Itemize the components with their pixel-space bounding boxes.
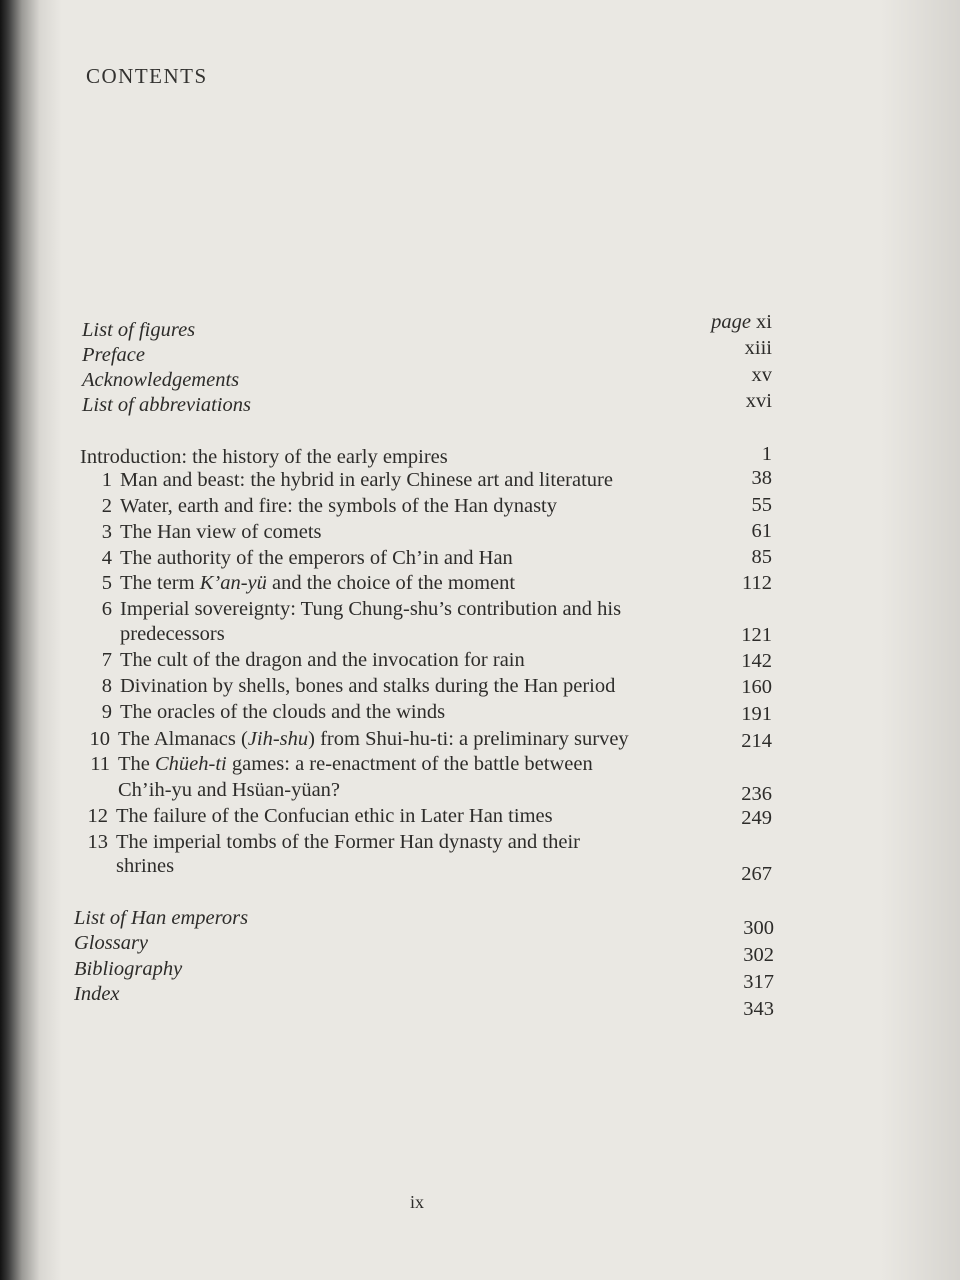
toc-entry-list-of-figures [82, 318, 195, 343]
toc-entry-title: List of Han emperors [74, 907, 249, 929]
toc-page-chapter-6: 121 [741, 624, 772, 646]
toc-page-bibliography: 317 [743, 971, 774, 993]
toc-entry-preface [82, 343, 145, 368]
chapter-title [118, 752, 593, 777]
toc-page-list-of-abbreviations: xvi [745, 390, 772, 412]
toc-page-chapter-7: 142 [741, 650, 772, 672]
chapter-title-continued: predecessors [120, 623, 225, 645]
chapter-title: The imperial tombs of the Former Han dynasty and their [116, 831, 580, 853]
title-italic-term: Jih-shu [247, 728, 309, 750]
toc-entry-acknowledgements [82, 368, 239, 393]
chapter-title: Imperial sovereignty: Tung Chung-shu’s contribution and his [120, 598, 622, 620]
chapter-title: The failure of the Confucian ethic in Later Han times [116, 805, 553, 827]
chapter-number: 2 [101, 495, 112, 517]
title-italic-term: K’an-yü [199, 572, 267, 594]
toc-entry-title: Acknowledgements [82, 369, 240, 391]
chapter-number: 13 [87, 831, 108, 853]
page-number-footer: ix [410, 1192, 425, 1212]
title-italic-term: Chüeh-ti [155, 753, 227, 775]
toc-page-preface: xiii [744, 337, 772, 359]
toc-page-chapter-11: 236 [741, 783, 772, 805]
chapter-title-continued: shrines [116, 855, 175, 877]
chapter-number: 3 [101, 521, 112, 543]
chapter-title [118, 727, 629, 752]
chapter-title: The authority of the emperors of Ch’in and Han [120, 547, 513, 569]
chapter-title: Water, earth and fire: the symbols of the Han dynasty [120, 495, 558, 517]
toc-entry-title: Introduction: the history of the early empires [80, 446, 448, 468]
toc-entry-title: List of figures [82, 319, 196, 341]
chapter-number: 6 [101, 598, 112, 620]
toc-entry-introduction [80, 445, 448, 470]
chapter-title: The oracles of the clouds and the winds [120, 701, 446, 723]
toc-page-chapter-5: 112 [742, 572, 772, 594]
page-title: CONTENTS [86, 64, 208, 88]
toc-page-list-of-figures [711, 310, 772, 335]
toc-page-chapter-3: 61 [751, 520, 772, 542]
toc-entry-index [74, 982, 120, 1007]
chapter-title: Man and beast: the hybrid in early Chinese art and literature [120, 469, 613, 491]
toc-page-chapter-1: 38 [751, 467, 772, 489]
toc-page-index: 343 [743, 998, 774, 1020]
toc-page-acknowledgements: xv [751, 364, 772, 386]
chapter-title [120, 571, 515, 596]
page-prefix-label: page [711, 311, 751, 333]
toc-page-chapter-2: 55 [751, 494, 772, 516]
chapter-number: 8 [101, 675, 112, 697]
toc-entry-title: Preface [82, 344, 145, 366]
chapter-number: 10 [89, 728, 110, 750]
toc-page-list-of-han-emperors: 300 [743, 917, 774, 939]
toc-page-chapter-10: 214 [741, 730, 772, 752]
title-text: The term [120, 572, 200, 594]
toc-page-introduction: 1 [761, 443, 772, 465]
chapter-number: 12 [87, 805, 108, 827]
title-text: and the choice of the moment [266, 572, 516, 594]
chapter-number: 11 [90, 753, 110, 775]
chapter-number: 5 [101, 572, 112, 594]
chapter-title: The cult of the dragon and the invocation for rain [120, 649, 525, 671]
toc-page-chapter-8: 160 [741, 676, 772, 698]
toc-entry-title: Glossary [74, 932, 149, 954]
toc-entry-bibliography [74, 957, 182, 982]
chapter-number: 7 [101, 649, 112, 671]
toc-page-glossary: 302 [743, 944, 774, 966]
toc-page-chapter-13: 267 [741, 863, 772, 885]
chapter-title: Divination by shells, bones and stalks during the Han period [120, 675, 616, 697]
chapter-title-continued: Ch’ih-yu and Hsüan-yüan? [118, 779, 341, 801]
page-number: xi [756, 311, 772, 333]
toc-entry-list-of-abbreviations [82, 393, 251, 418]
toc-page-chapter-9: 191 [741, 703, 772, 725]
title-text: ) from Shui-hu-ti: a preliminary survey [308, 728, 629, 750]
chapter-title: The Han view of comets [120, 521, 322, 543]
toc-entry-title: Index [74, 983, 120, 1005]
toc-entry-glossary [74, 931, 148, 956]
chapter-number: 4 [101, 547, 112, 569]
toc-entry-list-of-han-emperors [74, 906, 248, 931]
title-text: The Almanacs ( [118, 728, 248, 750]
chapter-number: 1 [101, 469, 112, 491]
chapter-number: 9 [101, 701, 112, 723]
toc-entry-title: Bibliography [74, 958, 183, 980]
toc-page-chapter-4: 85 [751, 546, 772, 568]
toc-page-chapter-12: 249 [741, 807, 772, 829]
toc-entry-title: List of abbreviations [82, 394, 251, 416]
title-text: games: a re-enactment of the battle between [226, 753, 593, 775]
title-text: The [118, 753, 155, 775]
